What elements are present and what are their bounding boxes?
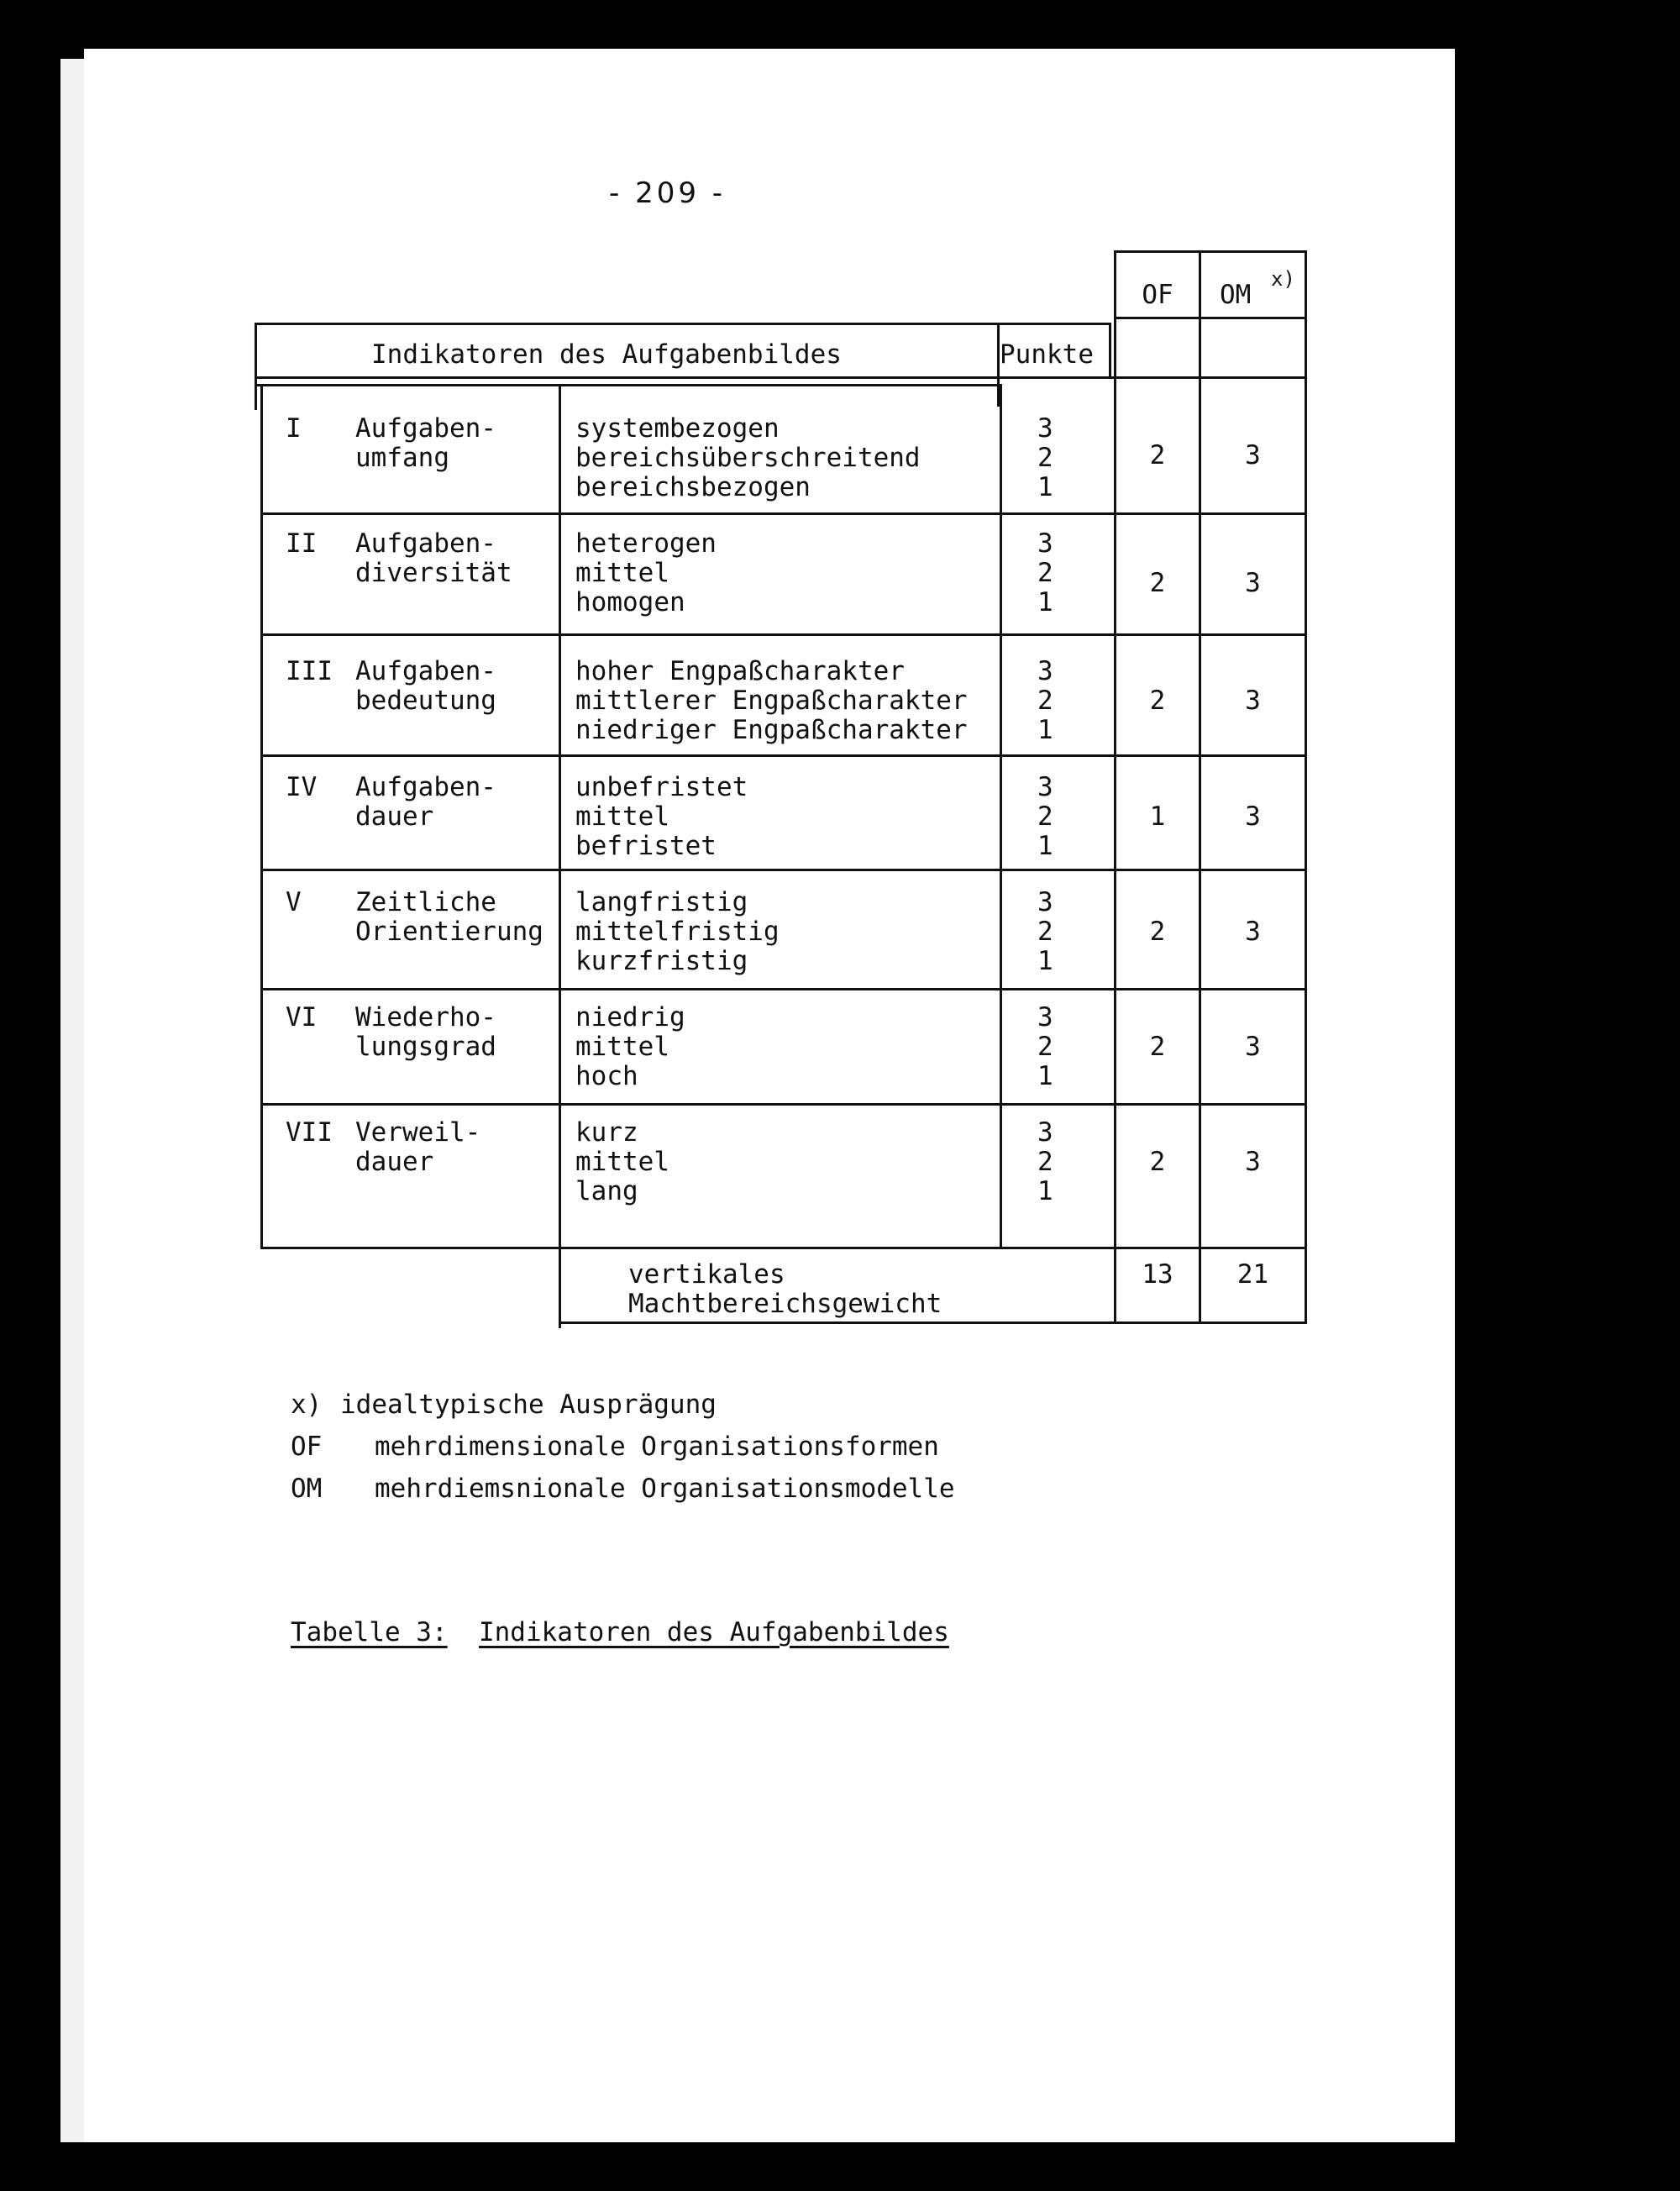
points-value: 2 bbox=[1037, 917, 1053, 947]
option-label: hoch bbox=[575, 1061, 638, 1091]
option-label: unbefristet bbox=[575, 772, 748, 802]
points-value: 1 bbox=[1037, 472, 1053, 502]
page-number: - 209 - bbox=[609, 176, 727, 210]
of-value: 2 bbox=[1149, 917, 1166, 947]
option-label: mittel bbox=[575, 558, 669, 588]
scan-edge bbox=[60, 59, 86, 2142]
of-total: 13 bbox=[1142, 1259, 1173, 1290]
option-label: mittel bbox=[575, 1032, 669, 1062]
option-label: mittel bbox=[575, 1147, 669, 1177]
indicator-name: bedeutung bbox=[355, 686, 496, 716]
indicator-name: diversität bbox=[355, 558, 512, 588]
indicator-name: dauer bbox=[355, 1147, 434, 1177]
option-label: kurzfristig bbox=[575, 946, 748, 976]
indicator-name: Aufgaben- bbox=[355, 528, 496, 559]
footnote-mark: x) bbox=[1271, 267, 1295, 291]
points-value: 3 bbox=[1037, 528, 1053, 559]
om-value: 3 bbox=[1245, 1032, 1261, 1062]
row-number: V bbox=[286, 887, 302, 917]
legend-key: OM bbox=[291, 1474, 323, 1504]
legend-key: x) bbox=[291, 1390, 323, 1420]
option-label: mittlerer Engpaßcharakter bbox=[575, 686, 968, 716]
indicator-name: Orientierung bbox=[355, 917, 543, 947]
option-label: bereichsbezogen bbox=[575, 472, 811, 502]
points-value: 2 bbox=[1037, 801, 1053, 832]
points-value: 2 bbox=[1037, 1032, 1053, 1062]
option-label: homogen bbox=[575, 587, 685, 617]
row-number: I bbox=[286, 413, 302, 444]
indicators-header: Indikatoren des Aufgabenbildes bbox=[371, 339, 842, 370]
option-label: systembezogen bbox=[575, 413, 780, 444]
of-value: 2 bbox=[1149, 1147, 1166, 1177]
om-value: 3 bbox=[1245, 801, 1261, 832]
indicator-name: Wiederho- bbox=[355, 1002, 496, 1032]
points-value: 2 bbox=[1037, 686, 1053, 716]
points-value: 3 bbox=[1037, 1002, 1053, 1032]
points-value: 1 bbox=[1037, 831, 1053, 861]
option-label: mittelfristig bbox=[575, 917, 780, 947]
points-value: 3 bbox=[1037, 413, 1053, 444]
of-value: 2 bbox=[1149, 568, 1166, 598]
of-value: 2 bbox=[1149, 440, 1166, 470]
points-value: 1 bbox=[1037, 587, 1053, 617]
points-value: 3 bbox=[1037, 772, 1053, 802]
row-number: II bbox=[286, 528, 318, 559]
caption-label: Tabelle 3: bbox=[291, 1617, 448, 1647]
indicator-name: lungsgrad bbox=[355, 1032, 496, 1062]
om-value: 3 bbox=[1245, 686, 1261, 716]
legend-key: OF bbox=[291, 1432, 323, 1462]
table-caption bbox=[291, 1617, 949, 1647]
option-label: heterogen bbox=[575, 528, 717, 559]
indicator-name: Zeitliche bbox=[355, 887, 496, 917]
option-label: kurz bbox=[575, 1117, 638, 1148]
points-value: 2 bbox=[1037, 558, 1053, 588]
points-header: Punkte bbox=[1000, 339, 1094, 370]
option-label: befristet bbox=[575, 831, 717, 861]
indicator-name: dauer bbox=[355, 801, 434, 832]
legend-text: idealtypische Ausprägung bbox=[340, 1390, 717, 1420]
of-value: 2 bbox=[1149, 1032, 1166, 1062]
points-value: 3 bbox=[1037, 1117, 1053, 1148]
row-number: VII bbox=[286, 1117, 333, 1148]
caption-text: Indikatoren des Aufgabenbildes bbox=[478, 1617, 949, 1647]
option-label: bereichsüberschreitend bbox=[575, 443, 921, 473]
points-value: 2 bbox=[1037, 443, 1053, 473]
total-label: vertikales bbox=[628, 1259, 785, 1290]
points-value: 1 bbox=[1037, 1061, 1053, 1091]
of-value: 2 bbox=[1149, 686, 1166, 716]
om-value: 3 bbox=[1245, 568, 1261, 598]
row-number: IV bbox=[286, 772, 318, 802]
row-number: VI bbox=[286, 1002, 318, 1032]
points-value: 3 bbox=[1037, 887, 1053, 917]
legend-text: mehrdiemsnionale Organisationsmodelle bbox=[375, 1474, 955, 1504]
points-value: 3 bbox=[1037, 656, 1053, 686]
legend-text: mehrdimensionale Organisationsformen bbox=[375, 1432, 939, 1462]
om-value: 3 bbox=[1245, 917, 1261, 947]
total-label: Machtbereichsgewicht bbox=[628, 1289, 942, 1319]
points-value: 2 bbox=[1037, 1147, 1053, 1177]
indicator-name: Verweil- bbox=[355, 1117, 481, 1148]
points-value: 1 bbox=[1037, 715, 1053, 745]
of-header: OF bbox=[1142, 280, 1173, 310]
indicator-name: umfang bbox=[355, 443, 449, 473]
indicator-name: Aufgaben- bbox=[355, 413, 496, 444]
indicator-name: Aufgaben- bbox=[355, 656, 496, 686]
option-label: mittel bbox=[575, 801, 669, 832]
om-value: 3 bbox=[1245, 440, 1261, 470]
option-label: niedriger Engpaßcharakter bbox=[575, 715, 968, 745]
option-label: hoher Engpaßcharakter bbox=[575, 656, 905, 686]
option-label: langfristig bbox=[575, 887, 748, 917]
option-label: lang bbox=[575, 1176, 638, 1206]
indicator-name: Aufgaben- bbox=[355, 772, 496, 802]
of-value: 1 bbox=[1149, 801, 1166, 832]
om-value: 3 bbox=[1245, 1147, 1261, 1177]
points-value: 1 bbox=[1037, 1176, 1053, 1206]
option-label: niedrig bbox=[575, 1002, 685, 1032]
row-number: III bbox=[286, 656, 333, 686]
om-header: OM bbox=[1220, 280, 1252, 310]
points-value: 1 bbox=[1037, 946, 1053, 976]
om-total: 21 bbox=[1236, 1259, 1269, 1290]
